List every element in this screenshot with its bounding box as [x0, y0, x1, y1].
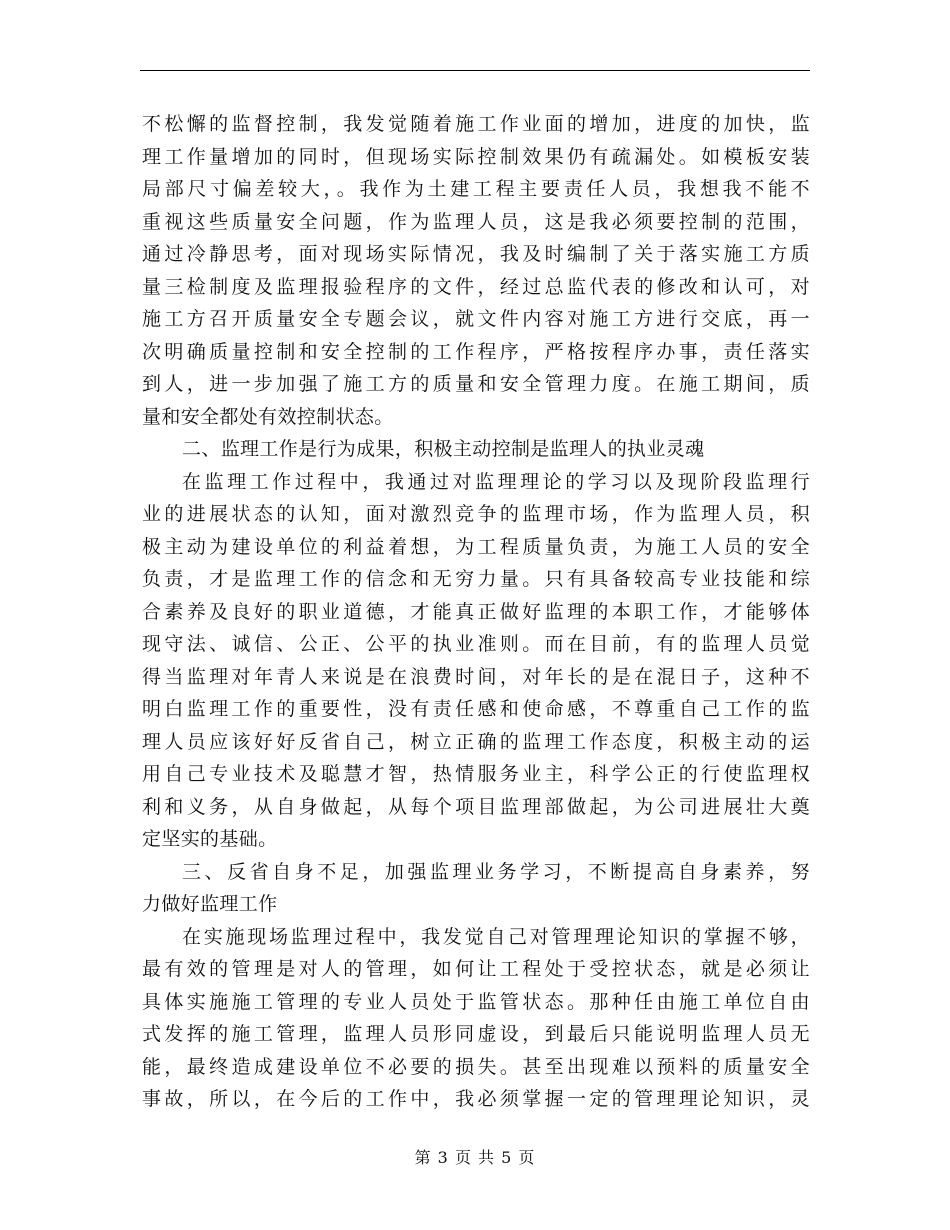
text-line: 施工方召开质量安全专题会议，就文件内容对施工方进行交底，再一	[142, 308, 810, 330]
section-heading: 力做好监理工作	[142, 893, 278, 915]
text-line: 在实施现场监理过程中，我发觉自己对管理理论知识的掌握不够，	[182, 925, 810, 948]
text-line: 现守法、诚信、公正、公平的执业准则。而在目前，有的监理人员觉	[142, 633, 810, 655]
text-line: 得当监理对年青人来说是在浪费时间，对年长的是在混日子，这种不	[142, 665, 810, 688]
text-line: 事故，所以，在今后的工作中，我必须掌握一定的管理理论知识，灵	[142, 1088, 810, 1110]
text-line: 利和义务，从自身做起，从每个项目监理部做起，为公司进展壮大奠	[142, 795, 810, 818]
text-line: 次明确质量控制和安全控制的工作程序，严格按程序办事，责任落实	[142, 340, 810, 363]
text-line: 局部尺寸偏差较大，。我作为土建工程主要责任人员，我想我不能不	[142, 178, 810, 200]
text-line: 在监理工作过程中，我通过对监理理论的学习以及现阶段监理行	[182, 470, 810, 493]
text-line: 式发挥的施工管理，监理人员形同虚设，到最后只能说明监理人员无	[142, 1023, 810, 1045]
page-number: 第 3 页 共 5 页	[414, 1148, 536, 1167]
text-line: 到人，进一步加强了施工方的质量和安全管理力度。在施工期间，质	[142, 373, 810, 395]
text-line: 具体实施施工管理的专业人员处于监管状态。那种任由施工单位自由	[142, 990, 810, 1013]
text-line: 用自己专业技术及聪慧才智，热情服务业主，科学公正的行使监理权	[142, 763, 810, 785]
text-line: 业的进展状态的认知，面对激烈竞争的监理市场，作为监理人员，积	[142, 503, 810, 525]
header-rule	[140, 70, 810, 71]
text-line: 重视这些质量安全问题，作为监理人员，这是我必须要控制的范围，	[142, 210, 810, 233]
text-line: 极主动为建设单位的利益着想，为工程质量负责，为施工人员的安全	[142, 535, 810, 558]
text-line: 能，最终造成建设单位不必要的损失。甚至出现难以预料的质量安全	[142, 1055, 810, 1078]
text-line: 最有效的管理是对人的管理，如何让工程处于受控状态，就是必须让	[142, 958, 810, 980]
text-line: 通过冷静思考，面对现场实际情况，我及时编制了关于落实施工方质	[142, 243, 810, 265]
text-line: 不松懈的监督控制，我发觉随着施工作业面的增加，进度的加快，监	[142, 113, 810, 135]
text-line: 理人员应该好好反省自己，树立正确的监理工作态度，积极主动的运	[142, 730, 810, 753]
body-text	[142, 108, 810, 1116]
text-line: 定坚实的基础。	[142, 828, 278, 850]
text-line: 量和安全都处有效控制状态。	[142, 405, 394, 428]
text-line: 理工作量增加的同时，但现场实际控制效果仍有疏漏处。如模板安装	[142, 145, 810, 168]
text-line: 明白监理工作的重要性，没有责任感和使命感，不尊重自己工作的监	[142, 698, 810, 720]
section-heading: 二、监理工作是行为成果，积极主动控制是监理人的执业灵魂	[182, 438, 705, 460]
text-line: 合素养及良好的职业道德，才能真正做好监理的本职工作，才能够体	[142, 600, 810, 623]
text-line: 量三检制度及监理报验程序的文件，经过总监代表的修改和认可，对	[142, 275, 810, 298]
section-heading: 三、反省自身不足，加强监理业务学习，不断提高自身素养，努	[182, 860, 810, 883]
text-line: 负责，才是监理工作的信念和无穷力量。只有具备较高专业技能和综	[142, 568, 810, 590]
